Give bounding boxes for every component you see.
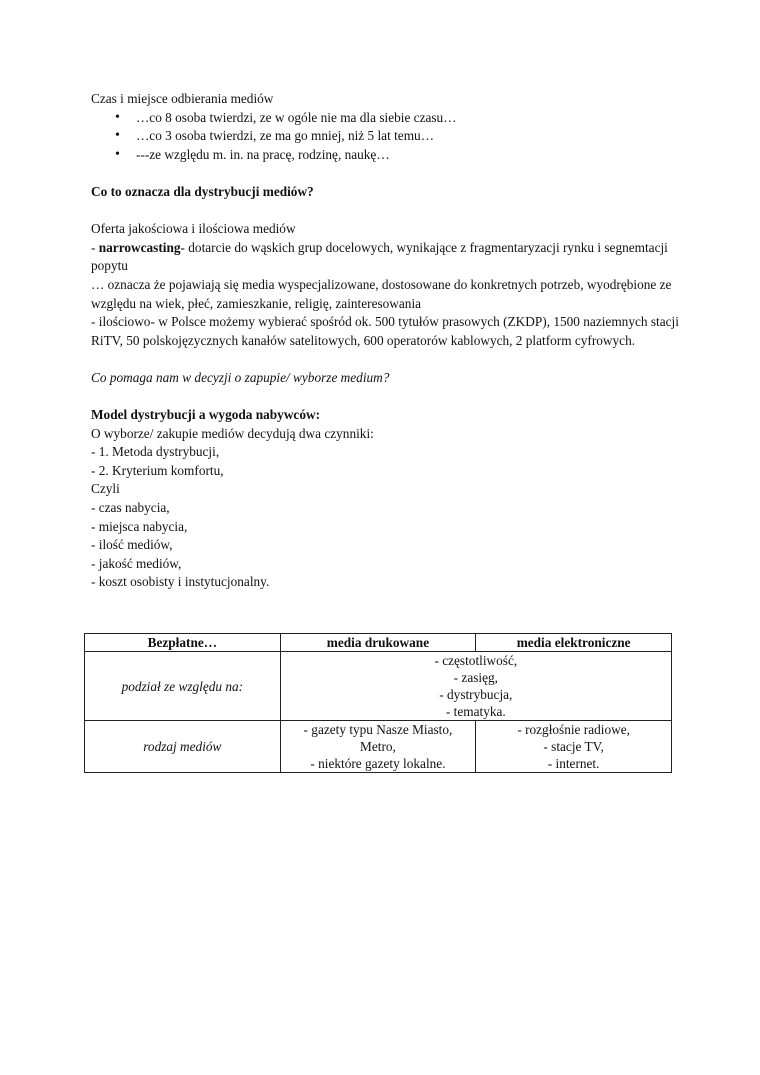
media-table (84, 633, 672, 773)
criteria-item: - koszt osobisty i instytucjonalny. (91, 574, 270, 590)
header-cell-free: Bezpłatne… (85, 634, 281, 652)
criteria-item: - jakość mediów, (91, 555, 182, 571)
spacer (91, 388, 681, 407)
table-row (85, 721, 672, 773)
heading-distribution: Co to oznacza dla dystrybucji mediów? (91, 183, 314, 199)
electronic-media-item: - rozgłośnie radiowe, (517, 722, 630, 737)
print-media-item: Metro, (360, 739, 396, 754)
paragraph-quantity: - ilościowo- w Polsce możemy wybierać spośród ok. 500 tytułów prasowych (ZKDP), 1500 naziemnych stacji RiTV, 50 polskojęzycznych kanałów satelitowych, 600 operatorów kablowych, 2 platform cyfrowych. (91, 314, 679, 348)
row-label-media-type: rodzaj mediów (85, 721, 281, 773)
narrowcasting-prefix: - (91, 239, 99, 255)
section-title-media-time: Czas i miejsce odbierania mediów (91, 91, 274, 106)
header-cell-print: media drukowane (280, 634, 476, 652)
bullet-item: • …co 3 osoba twierdzi, ze ma go mniej, niż 5 lat temu… (91, 127, 681, 146)
table-row (85, 652, 672, 721)
factor-item: - 2. Kryterium komfortu, (91, 462, 224, 478)
division-criteria-cell (280, 652, 671, 721)
spacer (91, 350, 681, 369)
factor-item: - 1. Metoda dystrybucji, (91, 444, 220, 460)
spacer (91, 202, 681, 221)
table-header-row (85, 634, 672, 652)
spacer (91, 164, 681, 183)
criteria-item: - miejsca nabycia, (91, 518, 188, 534)
paragraph-offer: Oferta jakościowa i ilościowa mediów (91, 221, 296, 237)
header-cell-electronic: media elektroniczne (476, 634, 672, 652)
heading-distribution-model: Model dystrybucji a wygoda nabywców: (91, 407, 321, 423)
division-criterion: - tematyka. (445, 704, 506, 719)
paragraph-czyli: Czyli (91, 481, 120, 497)
electronic-media-cell (476, 721, 672, 773)
bullet-item: • ---ze względu m. in. na pracę, rodzinę, naukę… (91, 146, 681, 165)
paragraph-narrowcasting (91, 239, 681, 276)
bullet-list-media-time (91, 109, 681, 165)
print-media-cell (280, 721, 476, 773)
narrowcasting-definition: - dotarcie do wąskich grup docelowych, wynikające z fragmentaryzacji rynku i segnemtacji popytu (91, 239, 668, 274)
division-criterion: - częstotliwość, (434, 653, 518, 668)
division-criterion: - zasięg, (453, 670, 498, 685)
bullet-item: • …co 8 osoba twierdzi, ze w ogóle nie ma dla siebie czasu… (91, 109, 681, 128)
narrowcasting-term: narrowcasting (98, 239, 181, 255)
paragraph-factors-intro: O wyborze/ zakupie mediów decydują dwa czynniki: (91, 425, 374, 441)
print-media-item: - niektóre gazety lokalne. (310, 756, 446, 771)
print-media-item: - gazety typu Nasze Miasto, (303, 722, 453, 737)
paragraph-specialized-media: … oznacza że pojawiają się media wyspecjalizowane, dostosowane do konkretnych potrzeb, wyodrębione ze względu na wiek, płeć, zamieszkanie, religię, zainteresowania (91, 276, 672, 311)
criteria-item: - ilość mediów, (91, 537, 173, 553)
division-criterion: - dystrybucja, (439, 687, 513, 702)
electronic-media-item: - stacje TV, (543, 739, 604, 754)
document-content (91, 90, 681, 592)
criteria-item: - czas nabycia, (91, 500, 170, 516)
question-decision: Co pomaga nam w decyzji o zapupie/ wyborze medium? (91, 369, 390, 385)
row-label-division: podział ze względu na: (85, 652, 281, 721)
electronic-media-item: - internet. (547, 756, 600, 771)
